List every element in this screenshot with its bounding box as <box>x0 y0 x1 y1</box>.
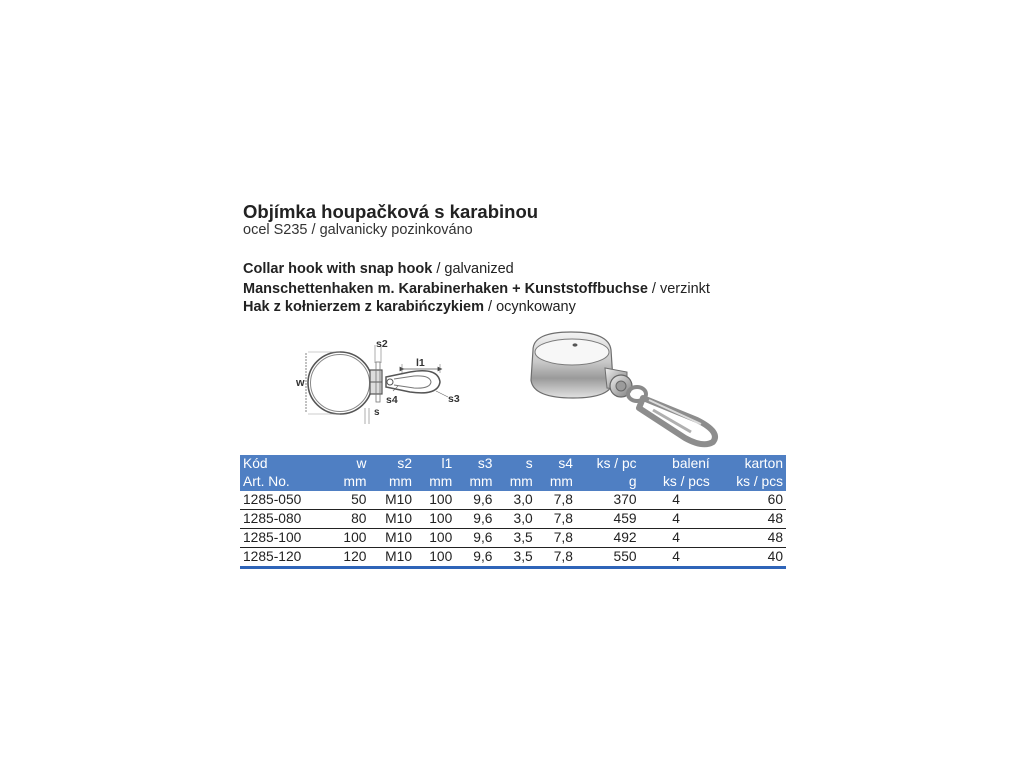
header-cell: ks / pcs <box>640 473 713 491</box>
table-row <box>240 548 786 568</box>
table-cell: 80 <box>329 510 369 529</box>
table-units-row <box>240 473 786 491</box>
table-row <box>240 510 786 529</box>
table-cell: 550 <box>576 548 640 568</box>
table-cell: 4 <box>640 491 713 510</box>
label-l1: l1 <box>416 357 425 369</box>
table-cell: 48 <box>713 529 786 548</box>
description-en-rest: / galvanized <box>432 261 514 277</box>
table-cell: M10 <box>369 491 415 510</box>
description-en <box>243 261 514 277</box>
header-cell: ks / pc <box>576 455 640 473</box>
table-cell: 1285-050 <box>240 491 329 510</box>
product-subtitle: ocel S235 / galvanicky pozinkováno <box>243 222 473 238</box>
table-cell: 120 <box>329 548 369 568</box>
description-de-bold: Manschettenhaken m. Karabinerhaken + Kunststoffbuchse <box>243 281 648 297</box>
table-cell: 3,5 <box>495 529 535 548</box>
table-cell: 3,0 <box>495 510 535 529</box>
table-cell: 48 <box>713 510 786 529</box>
header-cell: mm <box>415 473 455 491</box>
table-cell: 1285-100 <box>240 529 329 548</box>
label-s: s <box>374 407 380 418</box>
description-de-rest: / verzinkt <box>647 281 710 297</box>
label-s2: s2 <box>376 338 388 350</box>
table-cell: 60 <box>713 491 786 510</box>
header-cell: s2 <box>369 455 415 473</box>
table-cell: 7,8 <box>536 529 576 548</box>
description-pl <box>243 299 576 315</box>
table-cell: 7,8 <box>536 510 576 529</box>
header-cell: ks / pcs <box>713 473 786 491</box>
header-cell: karton <box>713 455 786 473</box>
table-cell: 7,8 <box>536 491 576 510</box>
table-row <box>240 491 786 510</box>
table-cell: M10 <box>369 510 415 529</box>
snap-hook <box>639 398 715 444</box>
table-row <box>240 529 786 548</box>
table-cell: M10 <box>369 548 415 568</box>
table-cell: 7,8 <box>536 548 576 568</box>
table-cell: 9,6 <box>455 491 495 510</box>
header-cell: mm <box>329 473 369 491</box>
header-cell: mm <box>495 473 535 491</box>
table-cell: 40 <box>713 548 786 568</box>
table-cell: 492 <box>576 529 640 548</box>
header-cell: Art. No. <box>240 473 329 491</box>
table-cell: 4 <box>640 529 713 548</box>
table-cell: 1285-080 <box>240 510 329 529</box>
label-s3: s3 <box>448 393 460 405</box>
description-pl-bold: Hak z kołnierzem z karabińczykiem <box>243 299 484 315</box>
description-en-bold: Collar hook with snap hook <box>243 261 433 277</box>
table-cell: 9,6 <box>455 548 495 568</box>
header-cell: s <box>495 455 535 473</box>
table-cell: 9,6 <box>455 510 495 529</box>
header-cell: Kód <box>240 455 329 473</box>
table-cell: 4 <box>640 510 713 529</box>
table-cell: 370 <box>576 491 640 510</box>
label-w: w <box>296 377 305 389</box>
description-pl-rest: / ocynkowany <box>483 299 576 315</box>
spec-table <box>240 455 786 569</box>
collar-ring-drawing <box>308 352 372 414</box>
table-cell: 100 <box>415 548 455 568</box>
table-cell: 100 <box>415 491 455 510</box>
table-cell: M10 <box>369 529 415 548</box>
table-cell: 1285-120 <box>240 548 329 568</box>
table-cell: 459 <box>576 510 640 529</box>
header-cell: l1 <box>415 455 455 473</box>
header-cell: balení <box>640 455 713 473</box>
table-cell: 100 <box>329 529 369 548</box>
table-cell: 100 <box>415 529 455 548</box>
label-s4: s4 <box>386 394 398 406</box>
technical-drawing <box>290 333 475 428</box>
table-cell: 9,6 <box>455 529 495 548</box>
description-de <box>243 281 710 297</box>
header-cell: w <box>329 455 369 473</box>
product-photo <box>515 328 730 448</box>
table-cell: 3,5 <box>495 548 535 568</box>
header-cell: mm <box>455 473 495 491</box>
header-cell: mm <box>536 473 576 491</box>
header-cell: s4 <box>536 455 576 473</box>
table-header-row <box>240 455 786 473</box>
table-cell: 100 <box>415 510 455 529</box>
table-cell: 4 <box>640 548 713 568</box>
table-cell: 3,0 <box>495 491 535 510</box>
header-cell: g <box>576 473 640 491</box>
product-title: Objímka houpačková s karabinou <box>243 201 539 222</box>
header-cell: s3 <box>455 455 495 473</box>
header-cell: mm <box>369 473 415 491</box>
table-cell: 50 <box>329 491 369 510</box>
